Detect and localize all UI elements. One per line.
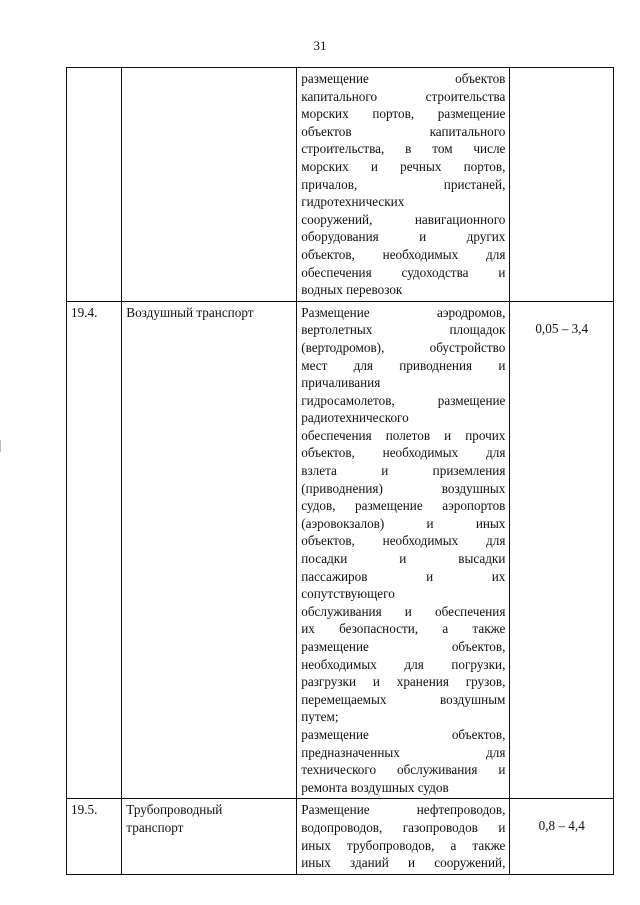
description-line: мест для приводнения и [301, 357, 506, 373]
table-row [67, 301, 614, 799]
description-line: необходимых для погрузки, [301, 656, 506, 672]
description-line: иных трубопроводов, а также [301, 837, 506, 853]
description-line: объектов капитального [301, 123, 506, 139]
description-line: капитального строительства [301, 88, 506, 104]
description-line: объектов, необходимых для [301, 533, 506, 549]
description-line: посадки и высадки [301, 551, 506, 567]
coefficient-cell [510, 799, 614, 874]
coefficient-cell [510, 68, 614, 302]
description-cell [297, 799, 510, 874]
description-line: размещение объектов, [301, 726, 506, 742]
description-line: предназначенных для [301, 744, 506, 760]
description-line: судов, размещение аэропортов [301, 498, 506, 514]
description-line: размещение объектов [301, 71, 506, 86]
name-line: транспорт [126, 819, 184, 835]
description-line: гидротехнических [301, 194, 405, 210]
description-line: ремонта воздушных судов [301, 779, 449, 795]
description-line: причалов, пристаней, [301, 176, 506, 192]
description-line: путем; [301, 709, 339, 725]
description-line: водопроводов, газопроводов и [301, 819, 506, 835]
description-line: разгрузки и хранения грузов, [301, 674, 506, 690]
description-line: гидросамолетов, размещение [301, 392, 506, 408]
scan-mark [0, 440, 1, 452]
description-line: строительства, в том числе [301, 141, 506, 157]
description-line: объектов, необходимых для [301, 445, 506, 461]
description-line: морских портов, размещение [301, 106, 506, 122]
land-use-name-cell [122, 799, 297, 874]
table-row [67, 68, 614, 302]
description-line: обслуживания и обеспечения [301, 603, 506, 619]
description-line: технического обслуживания и [301, 762, 506, 778]
description-line: размещение объектов, [301, 639, 506, 654]
description-line: (приводнения) воздушных [301, 480, 506, 496]
description-line: объектов, необходимых для [301, 246, 506, 262]
description-line: обеспечения полетов и прочих [301, 427, 506, 443]
table-row [67, 799, 614, 874]
description-line: радиотехнического [301, 410, 409, 426]
description-line: морских и речных портов, [301, 158, 506, 174]
land-use-name-cell [122, 68, 297, 302]
description-line: водных перевозок [301, 282, 403, 298]
name-line: Трубопроводный [126, 802, 223, 818]
description-line: вертолетных площадок [301, 322, 506, 338]
description-line: обеспечения судоходства и [301, 264, 506, 280]
description-line: их безопасности, а также [301, 621, 506, 637]
land-use-table [66, 67, 614, 875]
table-body [67, 68, 614, 875]
row-number-cell: 19.5. [67, 799, 122, 874]
description-cell [297, 301, 510, 799]
description-line: сооружений, навигационного [301, 211, 506, 227]
coefficient-value: 0,8 – 4,4 [538, 818, 585, 834]
land-use-name-cell [122, 301, 297, 799]
description-line: сопутствующего [301, 586, 395, 602]
row-number-cell: 19.4. [67, 301, 122, 799]
description-line: Размещение аэродромов, [301, 304, 506, 320]
description-line: оборудования и других [301, 229, 506, 245]
coefficient-cell [510, 301, 614, 799]
description-line: пассажиров и их [301, 568, 506, 584]
description-line: (аэровокзалов) и иных [301, 515, 506, 531]
coefficient-value: 0,05 – 3,4 [535, 320, 589, 336]
coefficient-value [514, 70, 609, 86]
description-line: (вертодромов), обустройство [301, 339, 506, 355]
description-line: перемещаемых воздушным [301, 691, 506, 707]
row-number-cell [67, 68, 122, 302]
description-line: причаливания [301, 375, 381, 391]
name-line: Воздушный транспорт [126, 304, 254, 320]
description-line: Размещение нефтепроводов, [301, 802, 506, 818]
page-number: 31 [313, 38, 327, 53]
description-cell [297, 68, 510, 302]
description-line: иных зданий и сооружений, [301, 855, 506, 871]
description-line: взлета и приземления [301, 463, 506, 479]
